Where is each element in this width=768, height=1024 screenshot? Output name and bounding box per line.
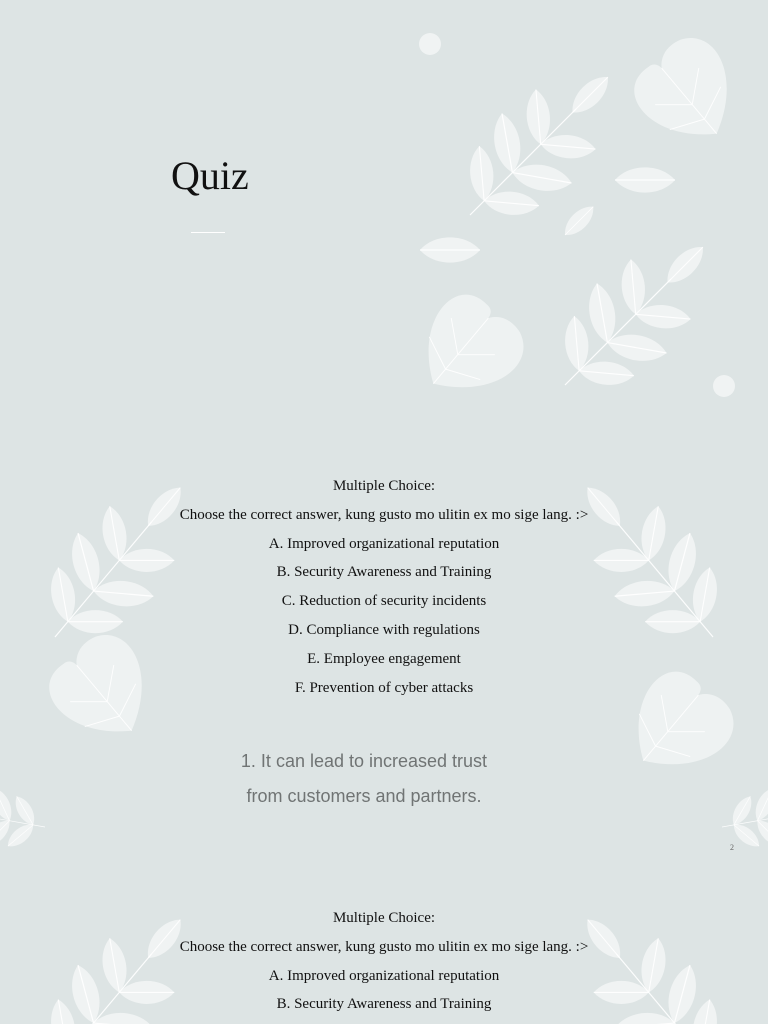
list-item: C. Reduction of security incidents — [281, 593, 487, 610]
mc-heading: Multiple Choice: — [332, 910, 436, 926]
mc-instruction: Choose the correct answer, kung gusto mo ulitin ex mo sige lang. :> — [179, 506, 589, 523]
question-text — [233, 744, 495, 814]
multiple-choice-block — [0, 904, 768, 1019]
list-item: F. Prevention of cyber attacks — [294, 679, 474, 696]
title-underline — [191, 232, 225, 233]
multiple-choice-block — [0, 472, 768, 702]
list-item: B. Security Awareness and Training — [276, 564, 492, 581]
list-item: A. Improved organizational reputation — [268, 967, 500, 984]
mc-heading: Multiple Choice: — [332, 478, 436, 494]
list-item: B. Security Awareness and Training — [276, 996, 492, 1013]
leaf-decoration-icon — [0, 0, 768, 432]
list-item: E. Employee engagement — [307, 650, 461, 667]
page-number: 2 — [730, 843, 734, 852]
title-slide — [0, 0, 768, 432]
question-line: from customers and partners. — [246, 786, 482, 806]
multiple-choice-slide-2 — [0, 864, 768, 1024]
list-item: A. Improved organizational reputation — [268, 535, 500, 552]
list-item: D. Compliance with regulations — [288, 621, 480, 638]
mc-instruction: Choose the correct answer, kung gusto mo ulitin ex mo sige lang. :> — [179, 938, 589, 955]
page-title: Quiz — [171, 153, 249, 198]
question-line: 1. It can lead to increased trust — [240, 751, 488, 771]
multiple-choice-slide — [0, 432, 768, 864]
